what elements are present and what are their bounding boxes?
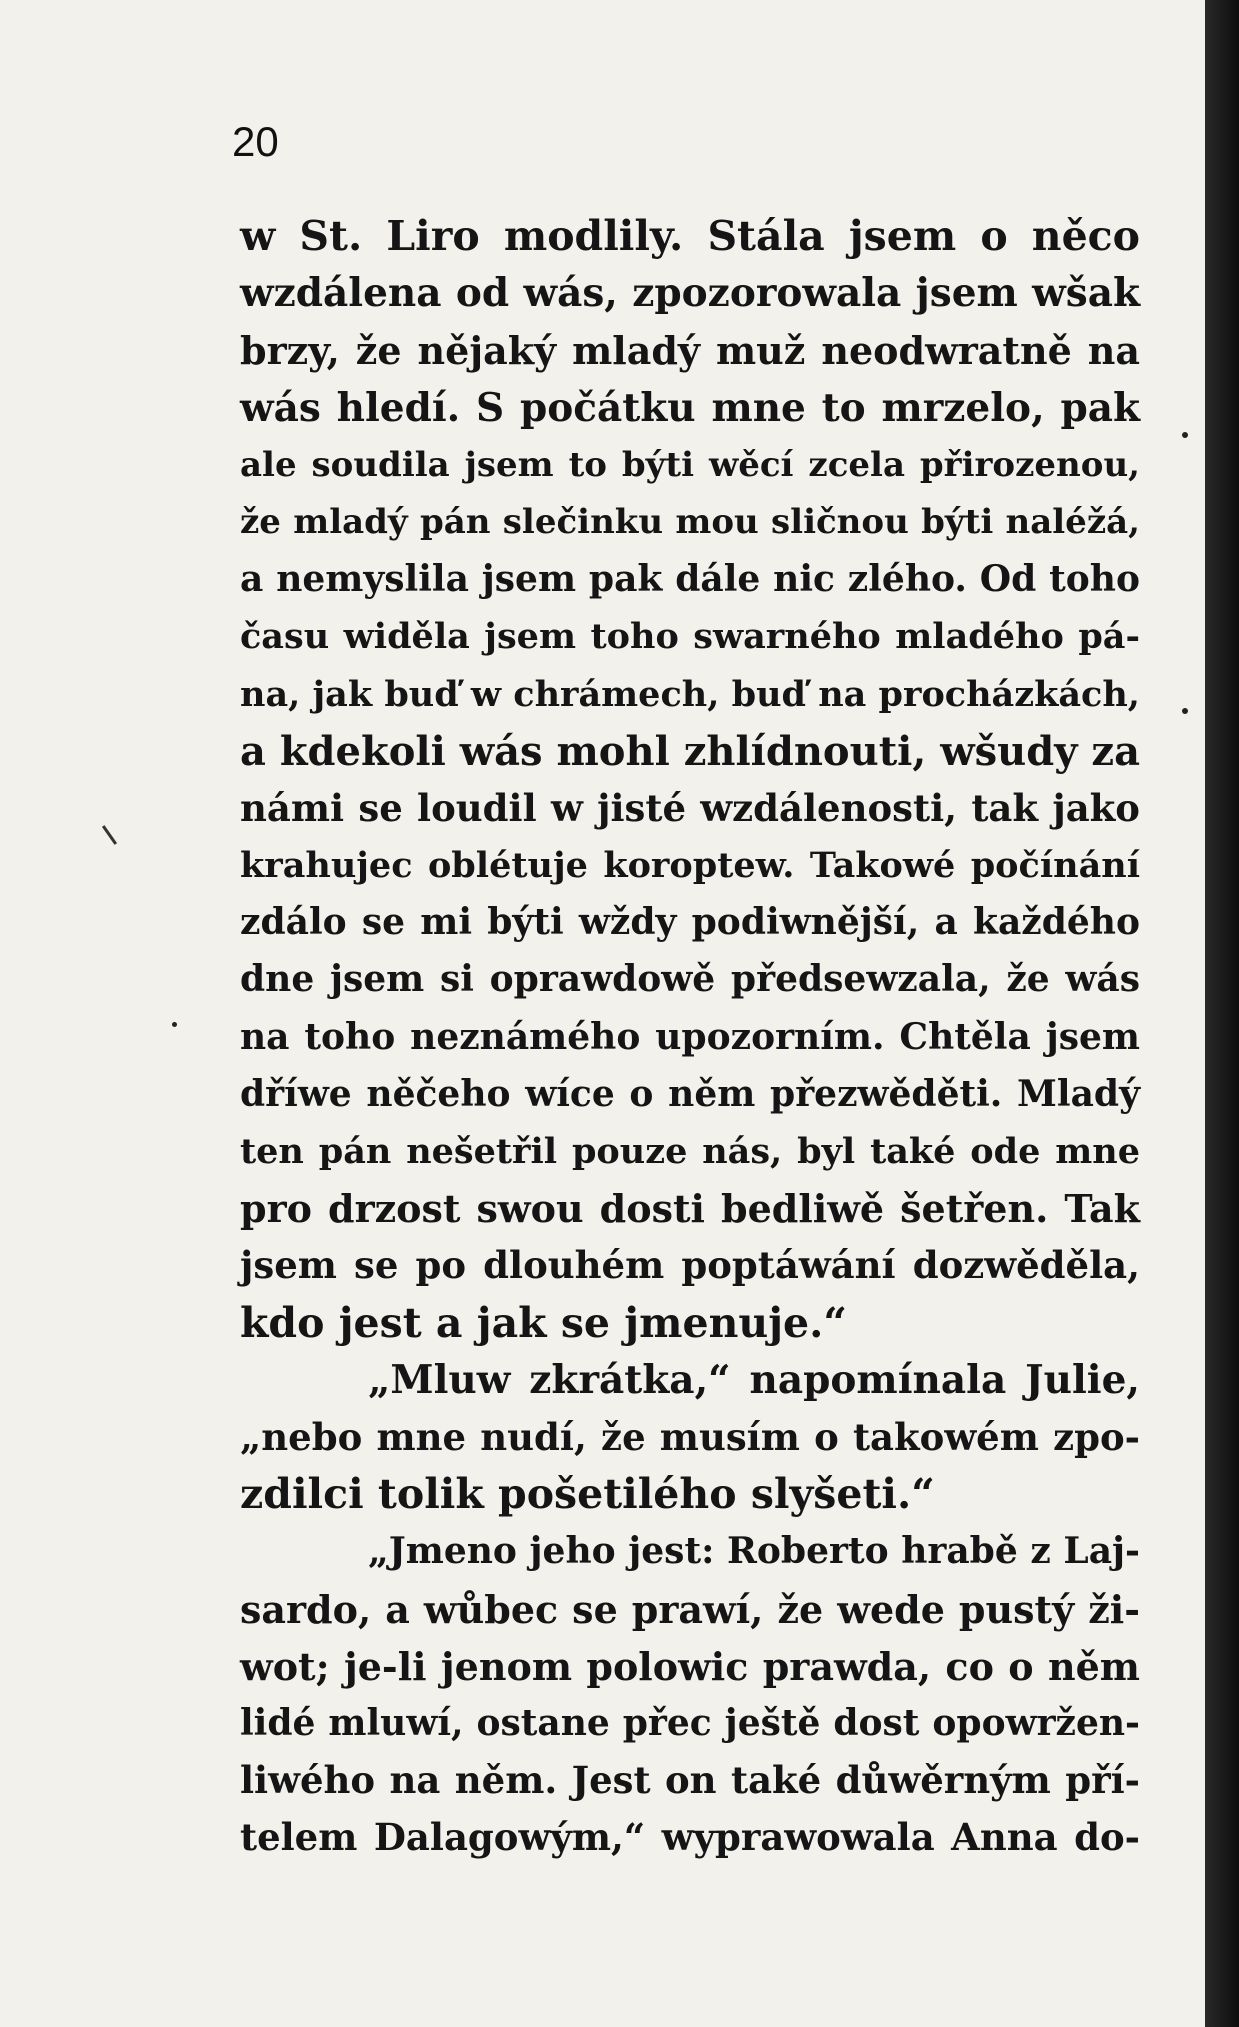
body-text (240, 208, 1140, 1866)
text-line: a nemyslila jsem pak dále nic zlého. Od toho (240, 558, 1140, 601)
text-line: zdilci tolik pošetilého slyšeti.“ (240, 1470, 935, 1519)
text-line: „nebo mne nudí, že musím o takowém zpo- (240, 1414, 1140, 1459)
text-line: krahujec oblétuje koroptew. Takowé počínání (240, 845, 1140, 887)
text-line: námi se loudil w jisté wzdálenosti, tak jako (240, 785, 1140, 830)
text-line: zdálo se mi býti wždy podiwnější, a každého (240, 901, 1140, 944)
text-line: sardo, a wůbec se prawí, že wede pustý ži- (240, 1586, 1140, 1632)
text-line: času widěla jsem toho swarného mladého pá- (240, 616, 1140, 658)
text-line: na toho neznámého upozorním. Chtěla jsem (240, 1015, 1140, 1058)
text-line: w St. Liro modlily. Stála jsem o něco (240, 212, 1140, 260)
text-line: kdo jest a jak se jmenuje.“ (240, 1298, 847, 1347)
text-line: telem Dalagowým,“ wyprawowala Anna do- (240, 1815, 1140, 1860)
text-line: wás hledí. S počátku mne to mrzelo, pak (240, 384, 1140, 431)
speck-mark (172, 1022, 177, 1027)
text-line: lidé mluwí, ostane přec ještě dost opowržen- (240, 1701, 1140, 1744)
page-number: 20 (232, 118, 279, 165)
text-line: dne jsem si oprawdowě předsewzala, že wás (240, 958, 1140, 1001)
text-line: liwého na něm. Jest on také důwěrným pří- (240, 1758, 1140, 1803)
text-line: na, jak buď w chrámech, buď na procházkách, (240, 673, 1140, 715)
text-line: brzy, že nějaký mladý muž neodwratně na (240, 328, 1140, 374)
text-line: dříwe něčeho wíce o něm přezwěděti. Mladý (240, 1072, 1140, 1115)
text-line: ten pán nešetřil pouze nás, byl také ode mne (240, 1131, 1140, 1172)
text-line: wot; je-li jenom polowic prawda, co o něm (240, 1643, 1140, 1689)
speck-mark (1182, 708, 1188, 714)
text-line: že mladý pán slečinku mou sličnou býti naléžá, (240, 501, 1140, 542)
text-line: wzdálena od wás, zpozorowala jsem wšak (240, 270, 1140, 317)
text-line: a kdekoli wás mohl zhlídnouti, wšudy za (240, 727, 1141, 775)
text-line: ale soudila jsem to býti wěcí zcela přirozenou, (240, 444, 1140, 485)
text-line: „Mluw zkrátka,“ napomínala Julie, (368, 1356, 1140, 1403)
margin-mark (102, 825, 117, 845)
text-line: jsem se po dlouhém poptáwání dozwěděla, (240, 1243, 1140, 1288)
text-line: „Jmeno jeho jest: Roberto hrabě z Laj- (368, 1530, 1140, 1573)
speck-mark (1182, 432, 1188, 438)
text-line: pro drzost swou dosti bedliwě šetřen. Tak (240, 1186, 1140, 1232)
page-edge-shadow (1205, 0, 1239, 2027)
